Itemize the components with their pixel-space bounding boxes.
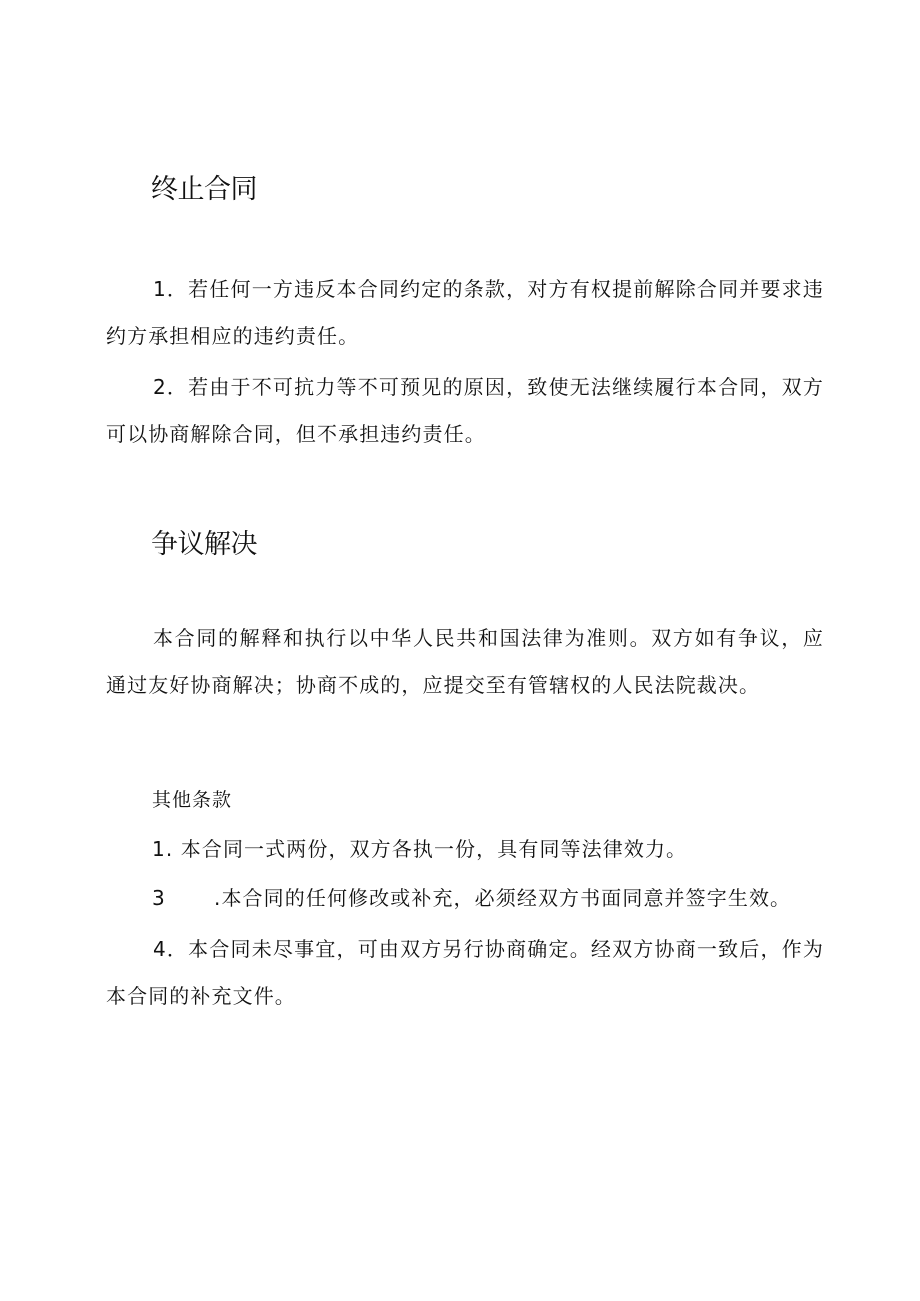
- other-clause-4: 4．本合同未尽事宜，可由双方另行协商确定。经双方协商一致后，作为本合同的补充文件。: [106, 937, 824, 1008]
- dispute-clause: 本合同的解释和执行以中华人民共和国法律为准则。双方如有争议，应通过友好协商解决；协商不成的，应提交至有管辖权的人民法院裁决。: [106, 626, 824, 697]
- section-title-other: 其他条款: [152, 789, 233, 811]
- termination-clause-1: 1．若任何一方违反本合同约定的条款，对方有权提前解除合同并要求违约方承担相应的违约责任。: [106, 277, 824, 348]
- other-clause-3-text: .本合同的任何修改或补充，必须经双方书面同意并签字生效。: [214, 886, 792, 910]
- other-clause-1: 1. 本合同一式两份，双方各执一份，具有同等法律效力。: [152, 837, 688, 861]
- section-title-dispute: 争议解决: [151, 529, 257, 560]
- section-title-termination: 终止合同: [151, 174, 257, 205]
- other-clause-3: [152, 883, 791, 913]
- other-clause-3-number: 3: [152, 886, 166, 910]
- termination-clause-2: 2．若由于不可抗力等不可预见的原因，致使无法继续履行本合同，双方可以协商解除合同，但不承担违约责任。: [106, 375, 824, 446]
